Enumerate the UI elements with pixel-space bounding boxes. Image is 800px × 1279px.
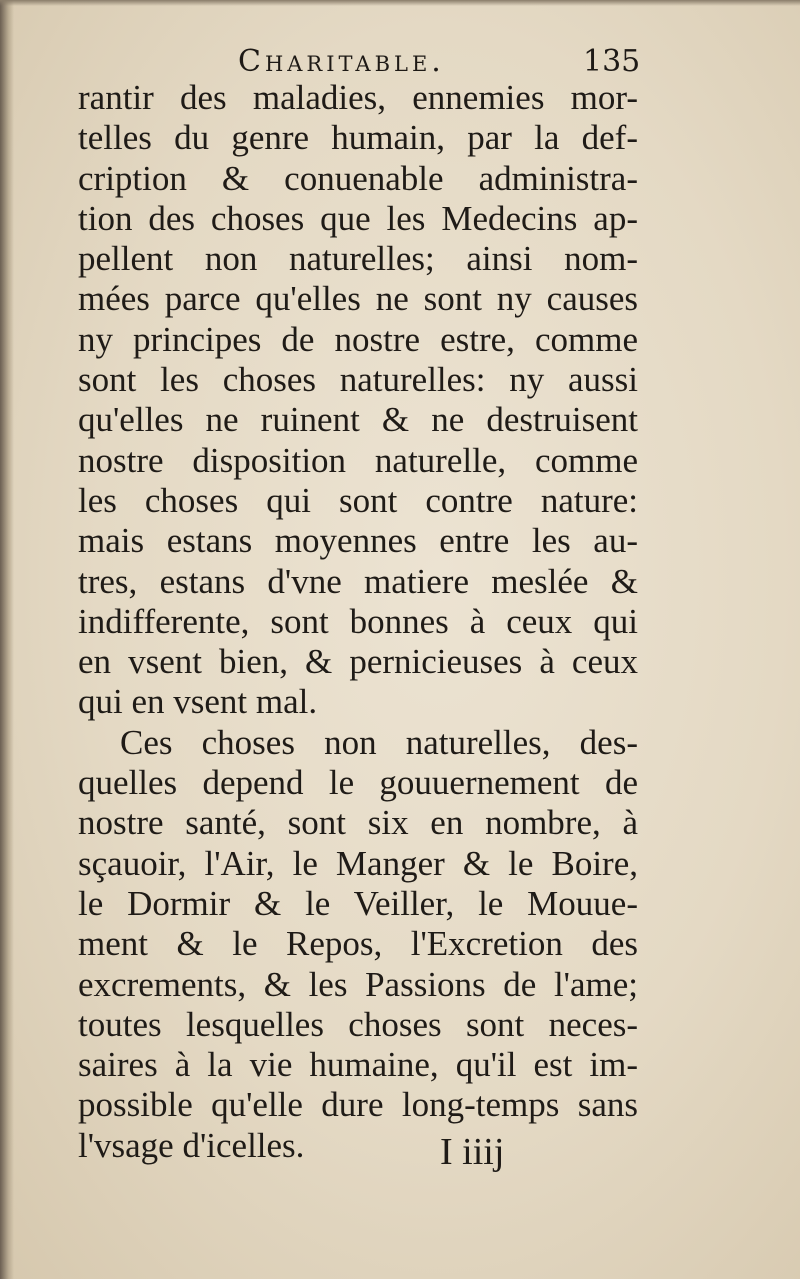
text-line: telles du genre humain, par la def- [78,118,638,158]
text-line: indifferente, sont bonnes à ceux qui [78,601,638,641]
text-line: ment & le Repos, l'Excretion des [78,924,638,964]
page-number: 135 [583,44,641,79]
text-line: possible qu'elle dure long-temps sans [78,1085,638,1125]
signature-mark: I iiij [440,1131,505,1173]
paragraph [78,78,638,723]
text-line: saires à la vie humaine, qu'il est im- [78,1045,638,1085]
text-line: mées parce qu'elles ne sont ny causes [78,279,638,319]
page-top-edge [0,0,800,6]
text-line: nostre santé, sont six en nombre, à [78,803,638,843]
text-line: toutes lesquelles choses sont neces- [78,1004,638,1044]
text-line: mais estans moyennes entre les au- [78,521,638,561]
text-line: en vsent bien, & pernicieuses à ceux [78,642,638,682]
text-line: tion des choses que les Medecins ap- [78,198,638,238]
text-line: l'vsage d'icelles. [78,1125,305,1165]
text-line: pellent non naturelles; ainsi nom- [78,239,638,279]
text-line: cription & conuenable administra- [78,158,638,198]
text-line: rantir des maladies, ennemies mor- [78,78,638,117]
text-line: qui en vsent mal. [78,682,318,722]
text-line: les choses qui sont contre nature: [78,480,638,520]
text-line: Ces choses non naturelles, des- [120,722,638,762]
text-line: nostre disposition naturelle, comme [78,440,638,480]
running-head-title: Charitable. [238,44,445,79]
text-line: sont les choses naturelles: ny aussi [78,360,638,400]
text-line: tres, estans d'vne matiere meslée & [78,561,638,601]
text-line: quelles depend le gouuernement de [78,763,638,803]
page-gutter-shadow [0,0,14,1279]
body-text [78,78,638,1166]
text-line: le Dormir & le Veiller, le Mouue- [78,883,638,923]
text-line: qu'elles ne ruinent & ne destruisent [78,400,638,440]
text-line: sçauoir, l'Air, le Manger & le Boire, [78,843,638,883]
text-line: ny principes de nostre estre, comme [78,319,638,359]
paragraph [78,723,638,1166]
text-line: excrements, & les Passions de l'ame; [78,964,638,1004]
